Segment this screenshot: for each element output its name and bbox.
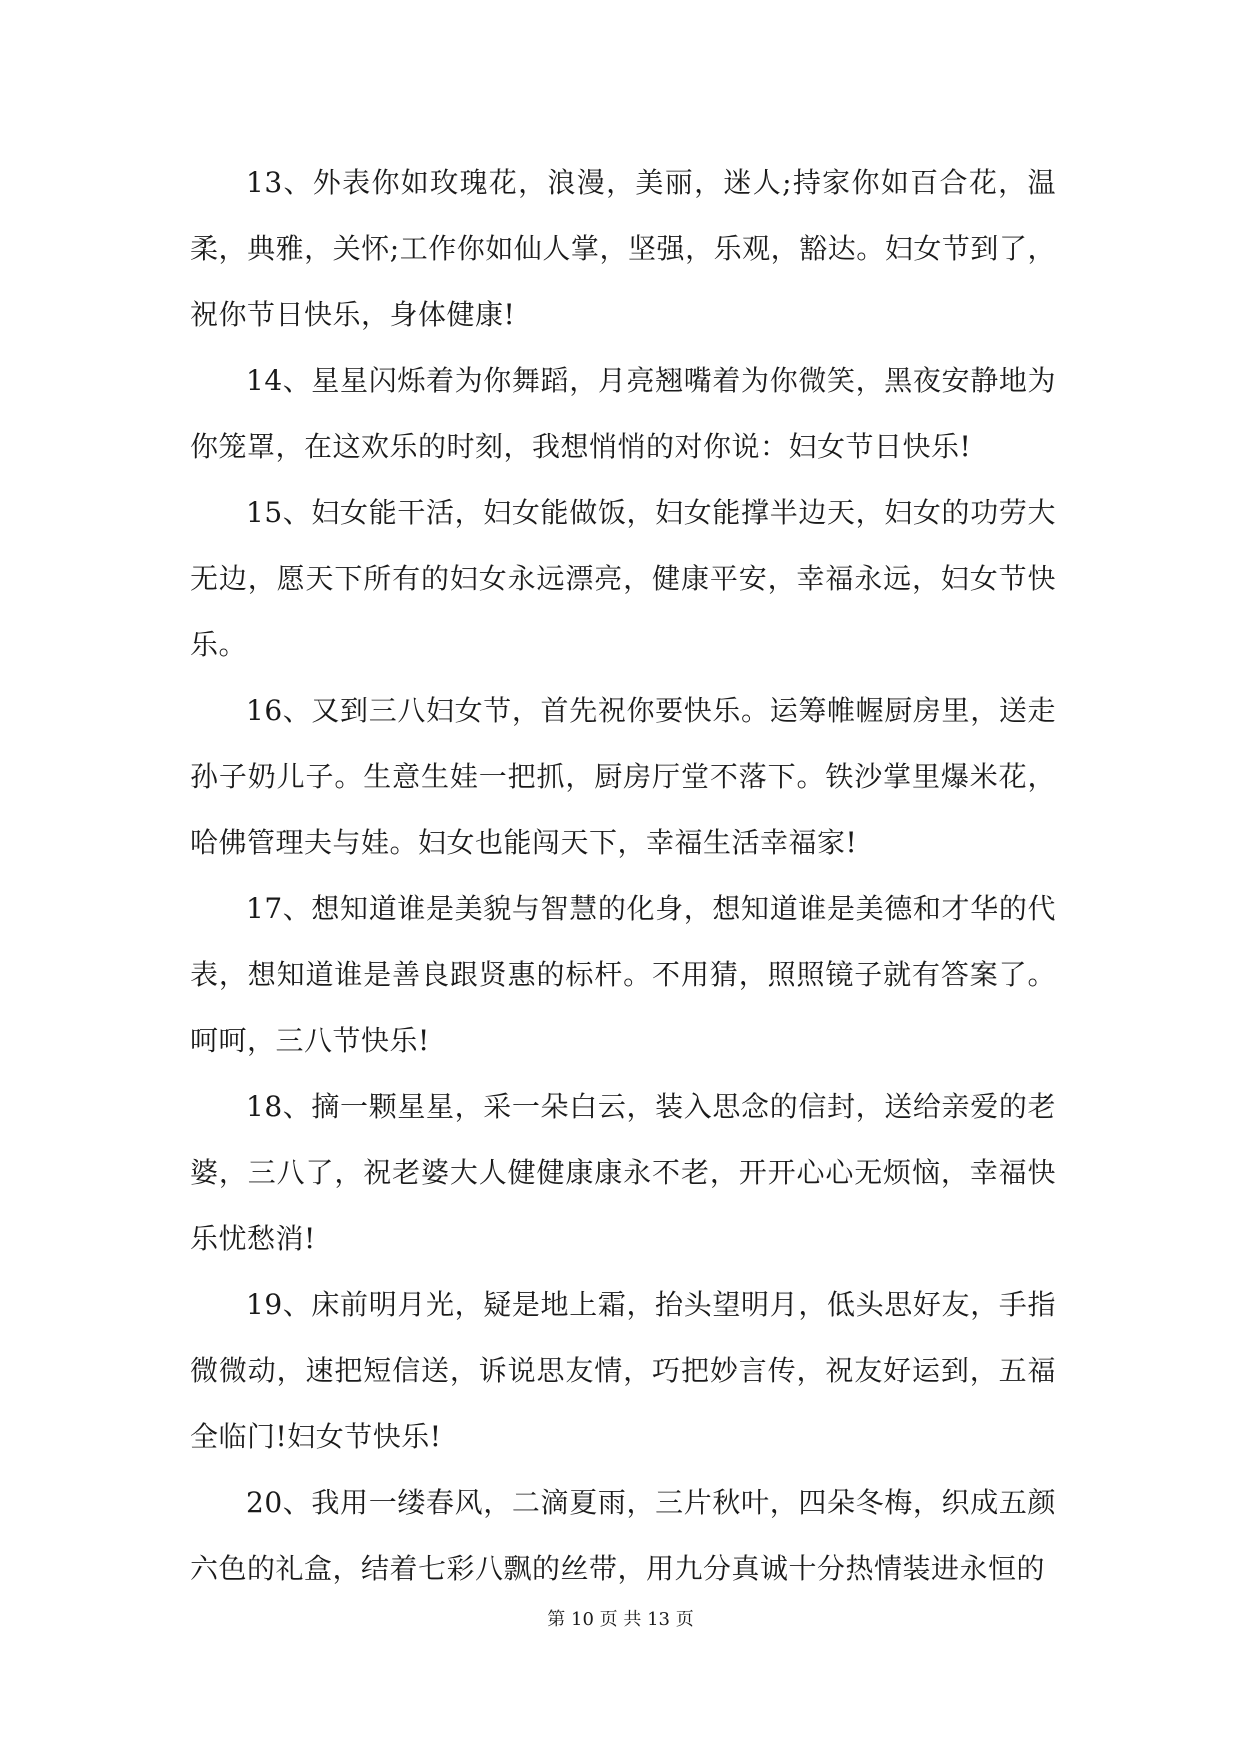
paragraph-19: 19、床前明月光，疑是地上霜，抬头望明月，低头思好友，手指微微动，速把短信送，诉说思友情，巧把妙言传，祝友好运到，五福全临门!妇女节快乐!: [190, 1288, 1056, 1453]
paragraph-18: 18、摘一颗星星，采一朵白云，装入思念的信封，送给亲爱的老婆，三八了，祝老婆大人健健康康永不老，开开心心无烦恼，幸福快乐忧愁消!: [190, 1090, 1056, 1255]
paragraph-15: 15、妇女能干活，妇女能做饭，妇女能撑半边天，妇女的功劳大无边，愿天下所有的妇女永远漂亮，健康平安，幸福永远，妇女节快乐。: [190, 496, 1056, 661]
page-number-footer: 第 10 页 共 13 页: [547, 1609, 694, 1630]
paragraph-20: 20、我用一缕春风，二滴夏雨，三片秋叶，四朵冬梅，织成五颜六色的礼盒，结着七彩八飘的丝带，用九分真诚十分热情装进永恒的: [190, 1486, 1056, 1585]
paragraph-14: 14、星星闪烁着为你舞蹈，月亮翘嘴着为你微笑，黑夜安静地为你笼罩，在这欢乐的时刻，我想悄悄的对你说：妇女节日快乐!: [190, 364, 1056, 463]
paragraph-13: 13、外表你如玫瑰花，浪漫，美丽，迷人;持家你如百合花，温柔，典雅，关怀;工作你如仙人掌，坚强，乐观，豁达。妇女节到了，祝你节日快乐，身体健康!: [190, 166, 1056, 331]
paragraph-17: 17、想知道谁是美貌与智慧的化身，想知道谁是美德和才华的代表，想知道谁是善良跟贤惠的标杆。不用猜，照照镜子就有答案了。呵呵，三八节快乐!: [190, 892, 1056, 1057]
paragraph-16: 16、又到三八妇女节，首先祝你要快乐。运筹帷幄厨房里，送走孙子奶儿子。生意生娃一把抓，厨房厅堂不落下。铁沙掌里爆米花，哈佛管理夫与娃。妇女也能闯天下，幸福生活幸福家!: [190, 694, 1056, 859]
document-body: [190, 150, 1056, 1602]
